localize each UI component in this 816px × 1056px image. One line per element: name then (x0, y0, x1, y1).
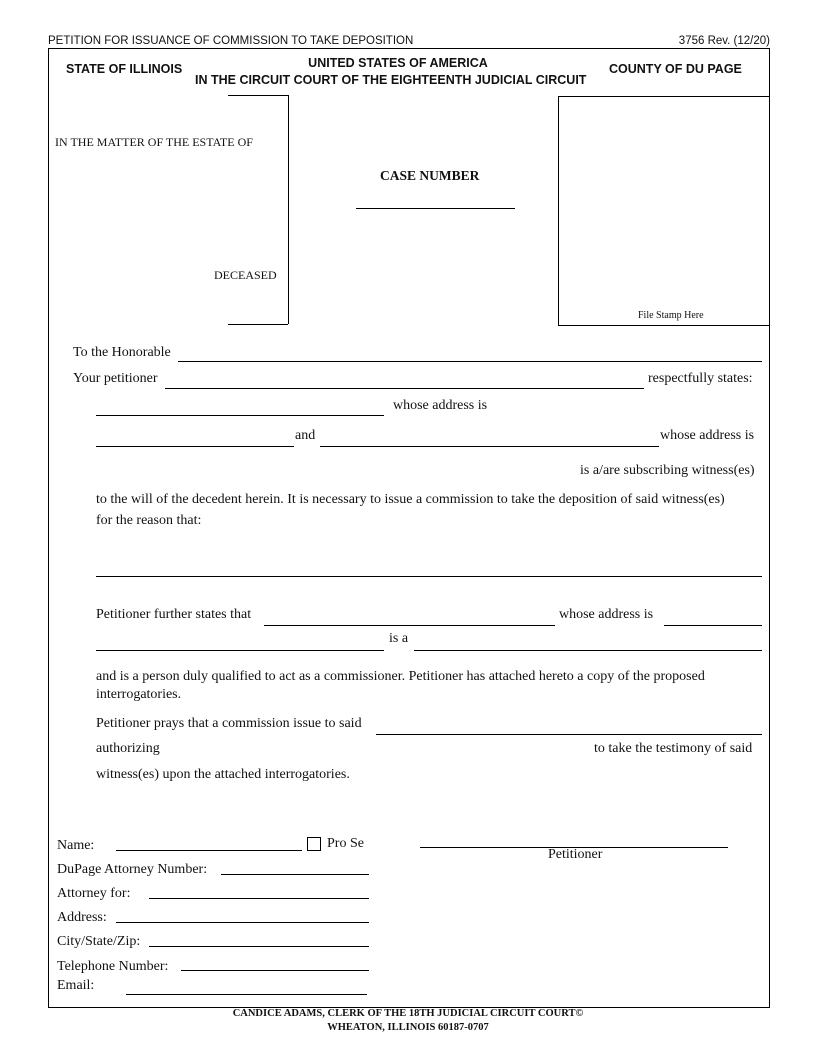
is-a-label: is a (389, 631, 409, 646)
respectfully-states-label: respectfully states: (648, 371, 753, 386)
city-state-zip-input[interactable] (149, 932, 369, 947)
qualified-text-line-1: and is a person duly qualified to act as a commissioner. Petitioner has attached hereto a copy of the proposed (96, 669, 705, 684)
case-number-label: CASE NUMBER (380, 168, 480, 183)
attorney-for-input[interactable] (149, 884, 369, 899)
name-input[interactable] (116, 836, 302, 851)
pro-se-checkbox[interactable] (307, 837, 321, 851)
form-title: PETITION FOR ISSUANCE OF COMMISSION TO TAKE DEPOSITION (48, 35, 414, 47)
attorney-for-label: Attorney for: (57, 886, 131, 901)
witness-upon-label: witness(es) upon the attached interrogatories. (96, 767, 350, 782)
name-label: Name: (57, 838, 95, 853)
attorney-number-label: DuPage Attorney Number: (57, 862, 208, 877)
and-label: and (295, 428, 316, 443)
will-text-line-2: for the reason that: (96, 513, 202, 528)
further-states-label: Petitioner further states that (96, 607, 252, 622)
petitioner-label: Petitioner (548, 847, 603, 862)
honorable-input[interactable] (178, 347, 762, 362)
telephone-input[interactable] (181, 956, 369, 971)
city-state-zip-label: City/State/Zip: (57, 934, 141, 949)
telephone-label: Telephone Number: (57, 959, 169, 974)
file-stamp-label: File Stamp Here (638, 310, 704, 321)
deceased-label: DECEASED (214, 268, 277, 282)
your-petitioner-label: Your petitioner (73, 371, 158, 386)
prays-label: Petitioner prays that a commission issue to said (96, 716, 362, 731)
commission-recipient-input[interactable] (376, 720, 762, 735)
matter-label: IN THE MATTER OF THE ESTATE OF (55, 135, 253, 149)
reason-input[interactable] (96, 562, 762, 577)
authorizing-label: authorizing (96, 741, 160, 756)
state-label: STATE OF ILLINOIS (66, 62, 183, 76)
file-stamp-box (558, 96, 770, 326)
address-input[interactable] (116, 908, 369, 923)
attorney-number-input[interactable] (221, 860, 369, 875)
email-label: Email: (57, 978, 95, 993)
to-honorable-label: To the Honorable (73, 345, 171, 360)
clerk-address: WHEATON, ILLINOIS 60187-0707 (327, 1022, 489, 1033)
petitioner-signature-input[interactable] (420, 833, 728, 848)
will-text-line-1: to the will of the decedent herein. It is necessary to issue a commission to take the deposition of said witness(es) (96, 492, 725, 507)
county-label: COUNTY OF DU PAGE (609, 62, 742, 76)
commissioner-address-input-2[interactable] (96, 636, 384, 651)
witness-1-address-input[interactable] (96, 432, 294, 447)
clerk-label: CANDICE ADAMS, CLERK OF THE 18TH JUDICIAL CIRCUIT COURT© (232, 1008, 584, 1019)
whose-address-3-label: whose address is (559, 607, 654, 622)
email-input[interactable] (126, 980, 367, 995)
circuit-label: IN THE CIRCUIT COURT OF THE EIGHTEENTH JUDICIAL CIRCUIT (195, 73, 587, 87)
whose-address-2-label: whose address is (660, 428, 755, 443)
whose-address-1-label: whose address is (393, 398, 488, 413)
caption-top-line (228, 95, 288, 96)
address-label: Address: (57, 910, 107, 925)
caption-divider (288, 95, 289, 324)
witness-2-input[interactable] (320, 432, 659, 447)
country-label: UNITED STATES OF AMERICA (308, 56, 488, 70)
form-number: 3756 Rev. (12/20) (678, 35, 770, 47)
case-number-input[interactable] (356, 194, 515, 209)
subscribing-witness-label: is a/are subscribing witness(es) (580, 463, 755, 478)
commissioner-title-input[interactable] (414, 636, 762, 651)
qualified-text-line-2: interrogatories. (96, 687, 182, 702)
commissioner-address-input-1[interactable] (664, 611, 762, 626)
pro-se-label: Pro Se (327, 836, 364, 851)
commissioner-name-input[interactable] (264, 611, 555, 626)
petitioner-name-input[interactable] (165, 374, 644, 389)
caption-bottom-line (228, 324, 288, 325)
witness-1-input[interactable] (96, 401, 384, 416)
take-testimony-label: to take the testimony of said (594, 741, 753, 756)
